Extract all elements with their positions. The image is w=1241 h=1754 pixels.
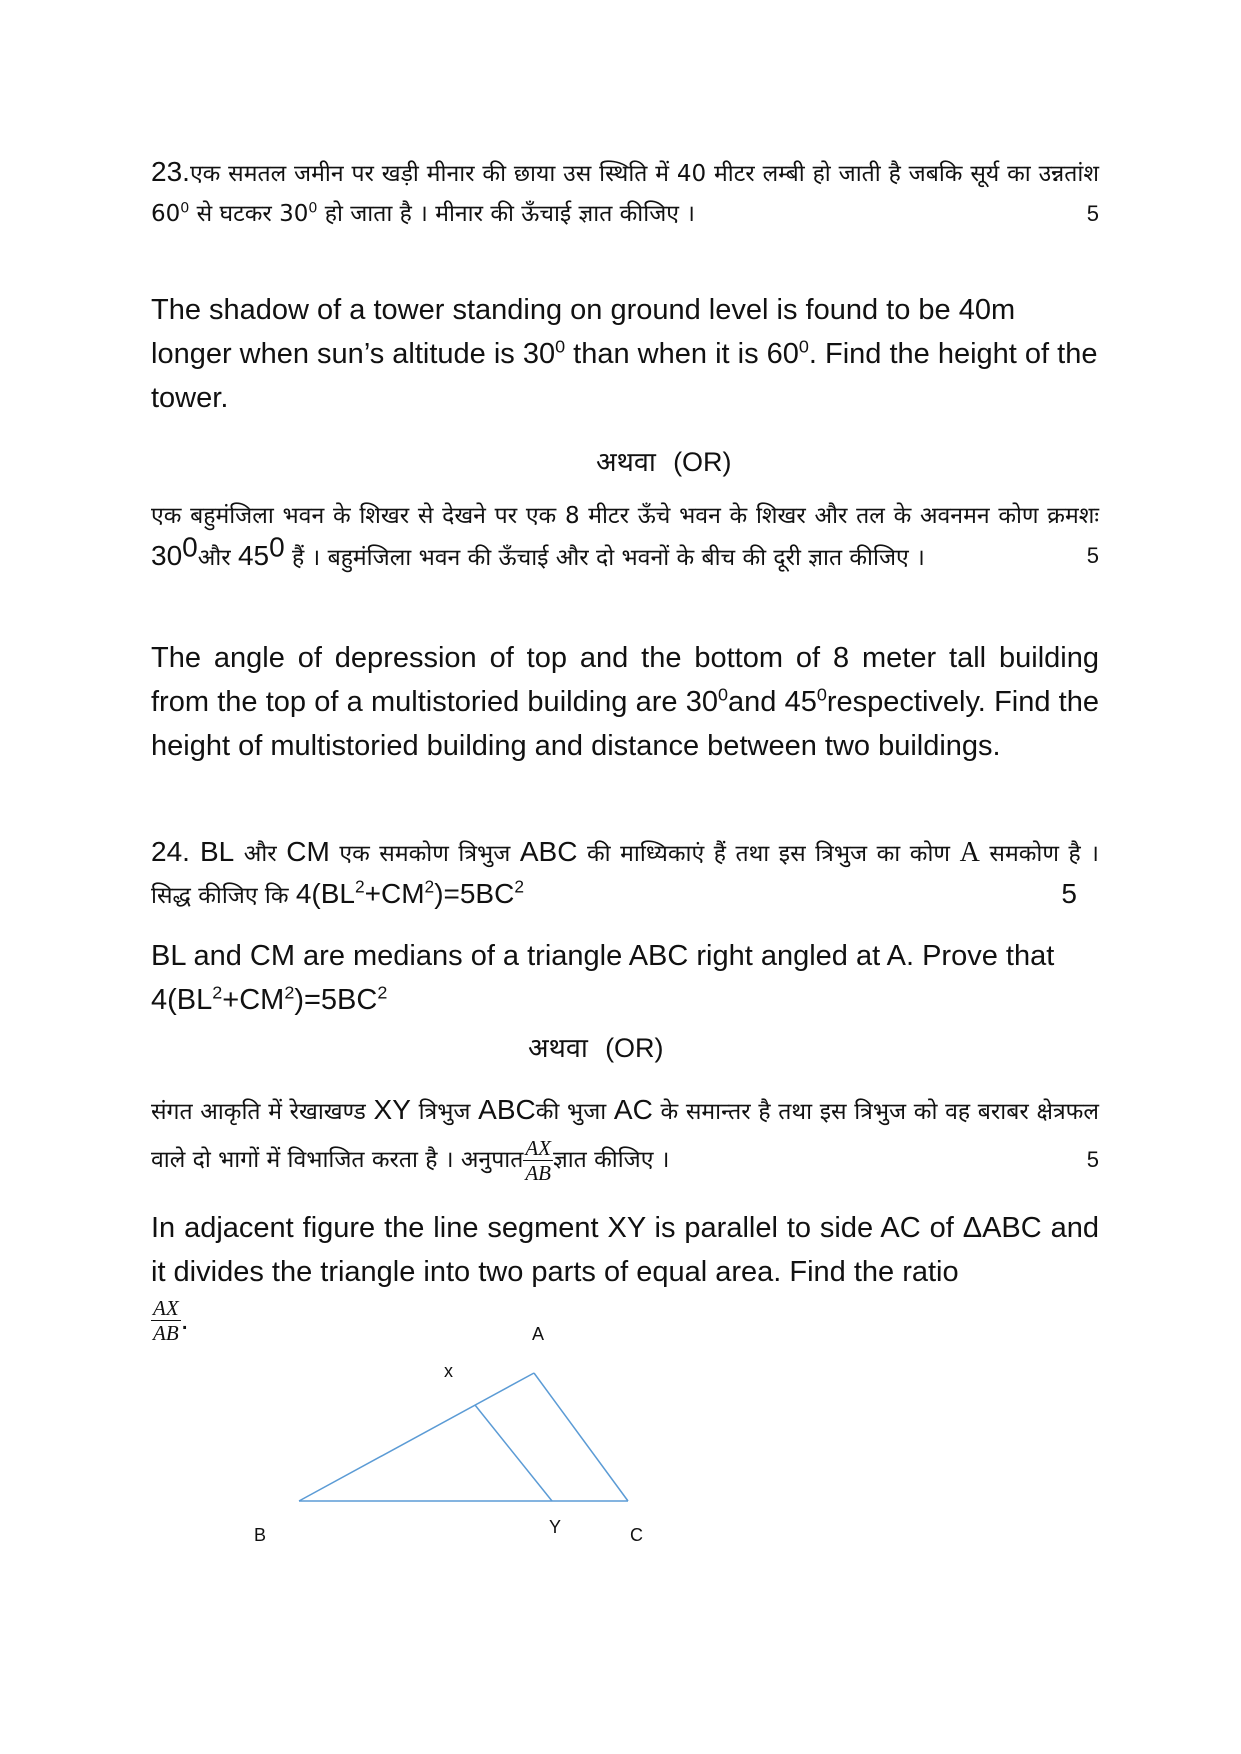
- q23-alt-hindi: एक बहुमंजिला भवन के शिखर से देखने पर एक 8 मीटर ऊँचे भवन के शिखर और तल के अवनमन कोण क्रमशः $30^0और$ $45^0$ हैं । बहुमंजिला भवन की ऊँचाई और दो भवनों के बीच की दूरी ज्ञात कीजिए । 5: [151, 496, 1099, 578]
- triangle-lines: [299, 1373, 628, 1501]
- q24-english-ratio-fraction: $\frac{AX}{AB}$: [153, 1296, 179, 1345]
- q24-number: 24.: [151, 836, 190, 867]
- q23-number: 23.: [151, 156, 190, 187]
- or-divider-q23: अथवा (OR): [596, 447, 732, 478]
- or-divider-q24: अथवा (OR): [528, 1033, 664, 1064]
- q23-english: The shadow of a tower standing on ground level is found to be 40m longer when sun’s altitude is $30^0$ than when it is $60^0$. Find the height of the tower.: [151, 294, 1098, 414]
- q24-hindi: 24. BL और CM एक समकोण त्रिभुज ABC की माध्यिकाएं हैं तथा इस त्रिभुज का कोण A समकोण है । सिद्ध कीजिए कि $4(BL^2+CM^2)=5BC^2$ 5: [151, 832, 1099, 916]
- q24-marks: 5: [1061, 878, 1077, 909]
- q24-formula: $4(BL^2+CM^2)=5BC^2$: [295, 876, 524, 909]
- q23-alt-english: The angle of depression of top and the bottom of 8 meter tall building from the top of a multistoried building are $30^0and$ $45^0respectively$. Find the height of multistoried building and distance between two buildings.: [151, 642, 1099, 762]
- label-x: x: [444, 1361, 453, 1381]
- q23-alt-marks: 5: [1086, 543, 1099, 568]
- segment-xy: [475, 1405, 552, 1501]
- label-y: Y: [549, 1517, 562, 1537]
- q24-alt-hindi: संगत आकृति में रेखाखण्ड XY त्रिभुज ABCकी भुजा AC के समान्तर है तथा इस त्रिभुज को वह बराबर क्षेत्रफल वाले दो भागों में विभाजित करता है । अनुपात $\frac{AX}{AB}$ ज्ञात कीजिए । 5: [151, 1094, 1099, 1185]
- side-ba: [299, 1373, 534, 1501]
- q24-alt-english: In adjacent figure the line segment XY is parallel to side AC of ΔABC and it divides the triangle into two parts of equal area. Find the ratio: [151, 1212, 1099, 1288]
- q24-english-formula: $4(BL^2+CM^2)=5BC^2$: [151, 982, 388, 1016]
- q23-hindi: 23.एक समतल जमीन पर खड़ी मीनार की छाया उस स्थिति में 40 मीटर लम्बी हो जाती है जबकि सूर्य का उन्नतांश $60^0$ से घटकर $30^0$ हो जाता है । मीनार की ऊँचाई ज्ञात कीजिए । 5: [151, 152, 1099, 234]
- q24-alt-english-fraction-line: $\frac{AX}{AB}$ .: [153, 1296, 189, 1345]
- label-b: B: [254, 1525, 267, 1545]
- q24-english: BL and CM are medians of a triangle ABC right angled at A. Prove that $4(BL^2+CM^2)=5BC^2$: [151, 940, 1055, 1016]
- label-a: A: [532, 1324, 545, 1344]
- label-c: C: [630, 1525, 643, 1545]
- q24-ratio-fraction: $\frac{AX}{AB}$: [525, 1136, 551, 1185]
- side-ac: [534, 1373, 628, 1501]
- q23-marks: 5: [1086, 201, 1099, 226]
- q24-alt-marks: 5: [1086, 1147, 1099, 1172]
